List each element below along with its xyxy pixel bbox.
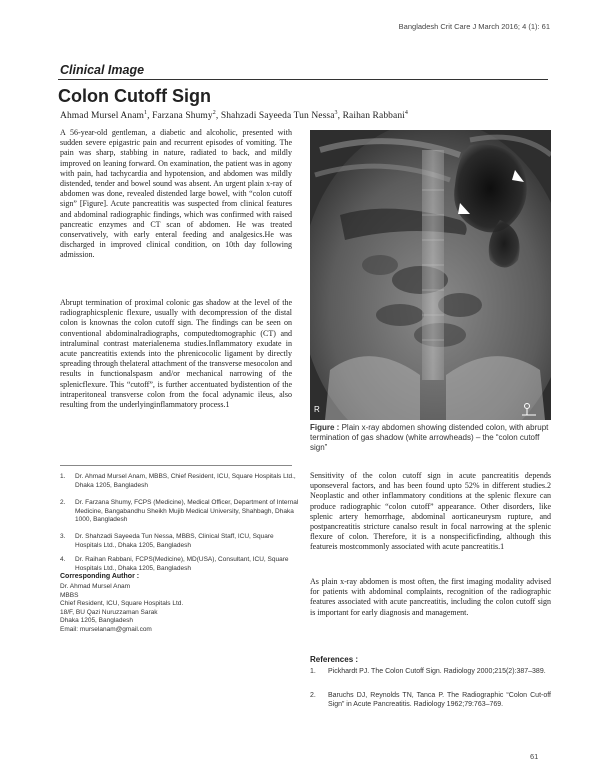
side-marker-r: R (314, 405, 320, 414)
corresponding-author-line: Dr. Ahmad Mursel Anam (60, 583, 131, 590)
reference-text: Pickhardt PJ. The Colon Cutoff Sign. Radiology 2000;215(2):387–389. (328, 668, 546, 675)
author-affiliation-mark: 2 (212, 110, 216, 116)
footnote-divider (60, 465, 292, 466)
xray-image (310, 130, 551, 420)
figure-caption-text: Plain x-ray abdomen showing distended colon, with abrupt termination of gas shadow (white arrowheads) – the “colon cutoff sign” (310, 423, 549, 452)
imaging-paragraph: As plain x-ray abdomen is most often, the first imaging modality advised for patients with abdominal complaints, recognition of the radiographic features associated with acute pancreatitis, including the colon cutoff sign is important for early diagnosis and management. (310, 577, 551, 617)
figure-label: Figure : (310, 423, 340, 432)
reference-number: 2. (310, 692, 316, 699)
author-name: Farzana Shumy (152, 111, 213, 122)
author-affiliation-mark: 4 (404, 110, 409, 116)
corresponding-author-details (60, 583, 183, 634)
corresponding-author-heading: Corresponding Author : (60, 573, 140, 580)
figure-caption (310, 423, 551, 453)
section-label: Clinical Image (60, 63, 145, 77)
footnote-text: Dr. Ahmad Mursel Anam, MBBS, Chief Resident, ICU, Square Hospitals Ltd., Dhaka 1205, Bangladesh (75, 473, 296, 489)
author-name: Ahmad Mursel Anam (60, 111, 145, 122)
journal-header: Bangladesh Crit Care J March 2016; 4 (1): 61 (398, 22, 550, 31)
page-number: 61 (530, 752, 539, 761)
corresponding-author-line: 18/F, BU Qazi Nuruzzaman Sarak (60, 608, 158, 616)
corresponding-author-line: Chief Resident, ICU, Square Hospitals Ltd. (60, 600, 184, 607)
author-name: Raihan Rabbani (342, 111, 405, 122)
author-list: Ahmad Mursel Anam$^1$, Farzana Shumy$^2$, Shahzadi Sayeeda Tun Nessa$^3$, Raihan Rabbani$^4$ (60, 110, 409, 122)
footnote-text: Dr. Raihan Rabbani, FCPS(Medicine), MD(USA), Consultant, ICU, Square Hospitals Ltd., Dhaka 1205, Bangladesh (75, 556, 289, 572)
corresponding-author-line: Dhaka 1205, Bangladesh (60, 617, 134, 624)
corresponding-author-line: MBBS (60, 591, 79, 599)
corresponding-author-email: Email: murselanam@gmail.com (60, 625, 152, 633)
reference-number: 1. (310, 668, 316, 675)
footnote-text: Dr. Shahzadi Sayeeda Tun Nessa, MBBS, Clinical Staff, ICU, Square Hospitals Ltd., Dhaka 1205, Bangladesh (75, 533, 274, 549)
article-title: Colon Cutoff Sign (58, 86, 211, 106)
case-description-paragraph: A 56-year-old gentleman, a diabetic and alcoholic, presented with sudden severe epigastric pain and recurrent episodes of vomiting. The pain was sharp, stabbing in nature, radiated to back, and mildly improved on leaning forward. On examination, the patient was in agony with pain, had tachycardia and hypotension, and abdomen was mildly distended, tender and bowel sound was absent. An urgent plain x-ray of abdomen was done, revealed distended large bowel, with “colon cutoff sign” [Figure]. Acute pancreatitis was suspected from clinical features and abdominal radiographic findings, which was confirmed with raised pancreatic enzymes and CT scan of abdomen. He was treated conservatively, with early enteral feeding and analgesics.He was discharged in improved clinical condition, on 10th day following admission. (60, 128, 292, 260)
author-name: Shahzadi Sayeeda Tun Nessa (220, 111, 335, 122)
footnote-number: 3. (60, 533, 66, 540)
section-divider (58, 79, 548, 80)
discussion-paragraph: Abrupt termination of proximal colonic gas shadow at the level of the radiographicsplenic flexure, usually with decompression of the distal colon is knownas the colon cutoff sign. The findings can be seen on conventional abdominalradiographs, computedtomographic (CT) and intraluminal contrast materialenema studies.Inflammatory exudate in acute pancreatitis extends into the phrenicocolic ligament by directly spreading through thelateral attachment of the transverse mesocolon and results in functionalspasm and/or mechanical narrowing of the splenicflexure. This “cutoff”, is further accentuated bydistention of the intraperitoneal transverse colon from the focal adynamic ileus, also resulting from the underlyinginflammatory process.1 (60, 298, 292, 410)
footnote-number: 1. (60, 473, 66, 480)
author-affiliation-mark: 3 (334, 110, 338, 116)
sensitivity-paragraph: Sensitivity of the colon cutoff sign in acute pancreatitis depends uponseveral factors, and has been found upto 52% in different studies.2 Neoplastic and other inflammatory conditions at the splenic flexure can produce radiographic “colon cutoff” appearance. Other disorders, like splenic artery hemorrhage, abdominal aorticaneurysm rupture, and postpancreatitis stricture canalso result in focal narrowing at the splenic flexure of colon. Therefore, it is a nonspecificfinding, although this featureis mostcommonly associated with acute pancreatitis.1 (310, 471, 551, 552)
footnote-text: Dr. Farzana Shumy, FCPS (Medicine), Medical Officer, Department of Internal Medicine, Bangabandhu Sheikh Mujib Medical University, Shahbagh, Dhaka 1000, Bangladesh (75, 499, 299, 524)
footnote-number: 2. (60, 499, 66, 506)
author-affiliation-mark: 1 (144, 110, 148, 116)
reference-text: Baruchs DJ, Reynolds TN, Tanca P. The Radiographic “Colon Cut-off Sign” in Acute Pancreatitis. Radiology 1962;79:763–769. (328, 692, 551, 708)
references-heading: References : (310, 655, 359, 664)
footnote-number: 4. (60, 556, 66, 563)
xray-graphic (310, 130, 551, 420)
